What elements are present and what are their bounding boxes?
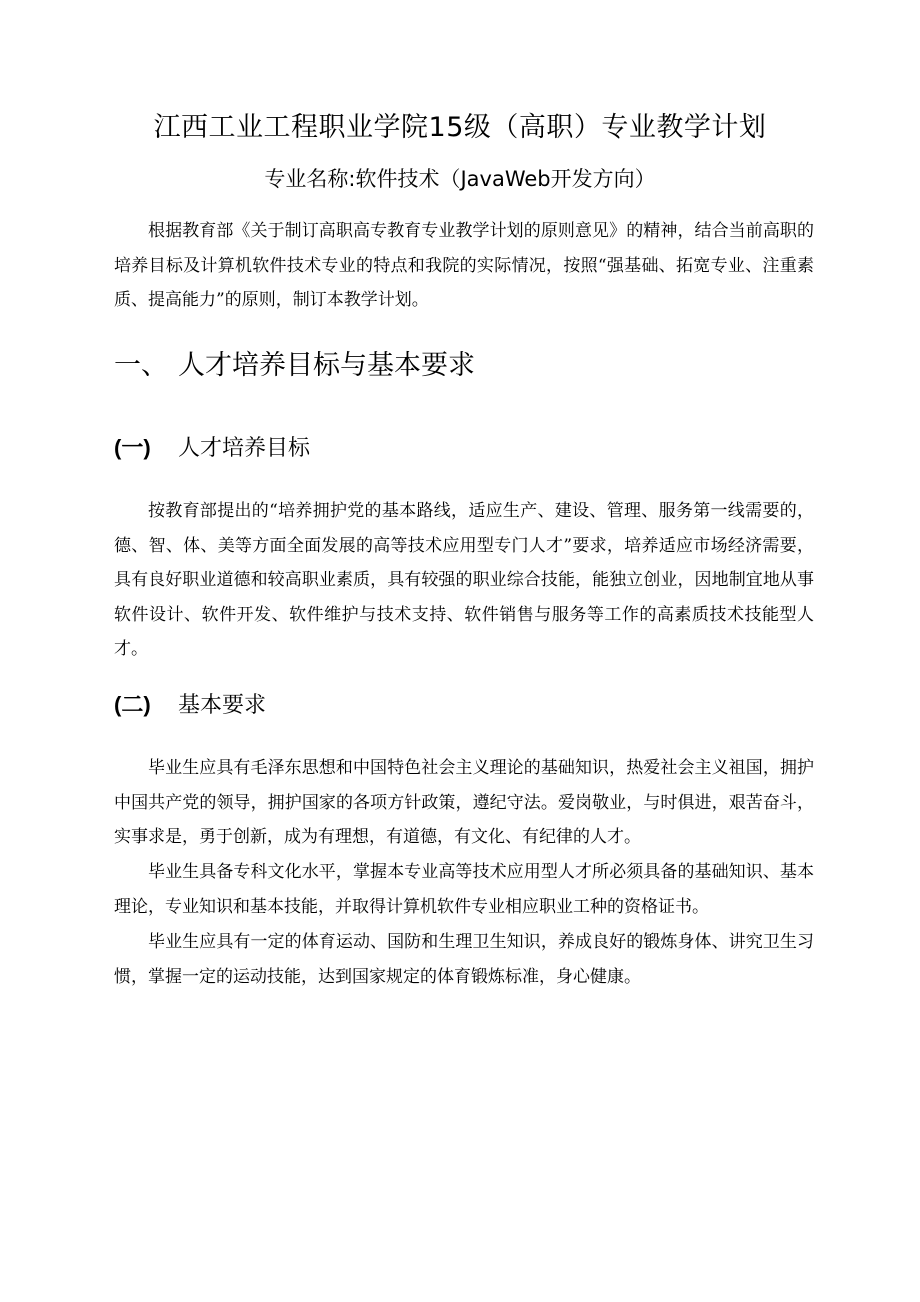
section-title: 人才培养目标与基本要求 <box>178 350 475 381</box>
document-subtitle: 专业名称:软件技术（JavaWeb开发方向） <box>264 167 656 191</box>
subsection-title-2: 基本要求 <box>178 693 267 718</box>
section-number: 一、 <box>114 350 168 381</box>
subsection-heading-2 <box>114 689 266 722</box>
requirement-paragraph-2: 毕业生具备专科文化水平，掌握本专业高等技术应用型人才所必须具备的基础知识、基本理论，专业知识和基本技能，并取得计算机软件专业相应职业工种的资格证书。 <box>114 862 814 917</box>
goal-paragraph: 按教育部提出的“培养拥护党的基本路线，适应生产、建设、管理、服务第一线需要的，德、智、体、美等方面全面发展的高等技术应用型专门人才”要求，培养适应市场经济需要，具有良好职业道德和较高职业素质，具有较强的职业综合技能，能独立创业，因地制宜地从事软件设计、软件开发、软件维护与技术支持、软件销售与服务等工作的高素质技术技能型人才。 <box>114 501 814 659</box>
requirement-paragraph-3: 毕业生应具有一定的体育运动、国防和生理卫生知识，养成良好的锻炼身体、讲究卫生习惯，掌握一定的运动技能，达到国家规定的体育锻炼标准，身心健康。 <box>114 932 814 987</box>
subsection-heading-1 <box>114 432 310 465</box>
intro-paragraph: 根据教育部《关于制订高职高专教育专业教学计划的原则意见》的精神，结合当前高职的培养目标及计算机软件技术专业的特点和我院的实际情况，按照“强基础、拓宽专业、注重素质、提高能力”的原则，制订本教学计划。 <box>114 221 814 310</box>
section-heading <box>114 346 475 386</box>
document-title: 江西工业工程职业学院15级（高职）专业教学计划 <box>153 112 767 143</box>
subsection-number-2: (二) <box>114 692 151 717</box>
requirement-paragraph-1: 毕业生应具有毛泽东思想和中国特色社会主义理论的基础知识，热爱社会主义祖国，拥护中国共产党的领导，拥护国家的各项方针政策，遵纪守法。爱岗敬业，与时俱进，艰苦奋斗，实事求是，勇于创新，成为有理想，有道德，有文化、有纪律的人才。 <box>114 758 814 847</box>
subsection-number-1: (一) <box>114 435 151 460</box>
subsection-title-1: 人才培养目标 <box>178 436 311 461</box>
